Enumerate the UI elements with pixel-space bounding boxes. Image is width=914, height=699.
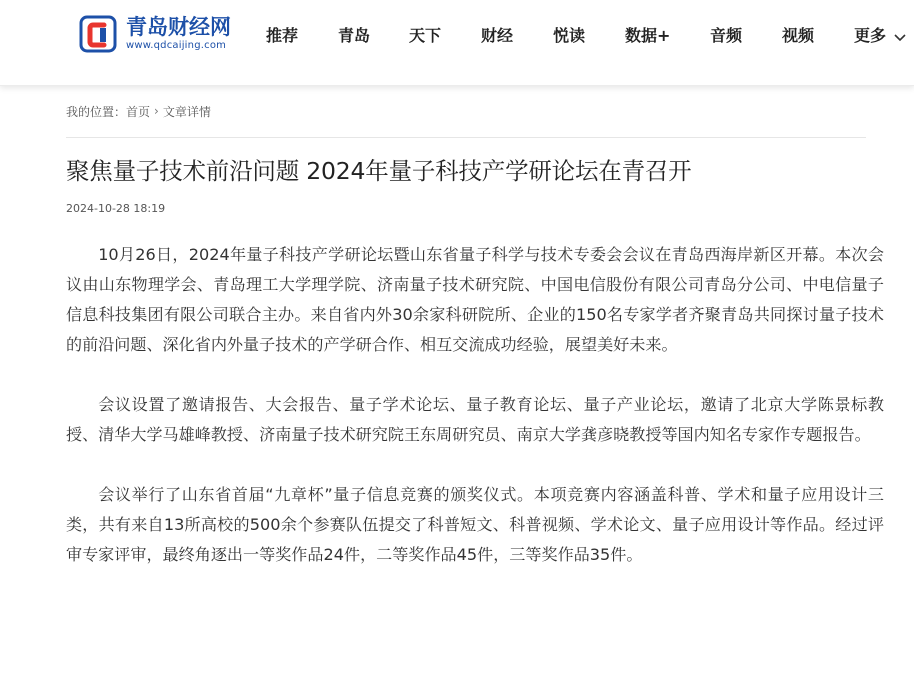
site-logo[interactable] xyxy=(78,14,248,62)
article-body xyxy=(66,240,884,600)
breadcrumb-prefix: 我的位置： xyxy=(66,104,127,119)
nav-item-qingdao[interactable]: 青岛 xyxy=(338,26,371,45)
chevron-down-icon xyxy=(892,28,908,44)
breadcrumb-divider xyxy=(66,137,866,138)
article-paragraph: 10月26日，2024年量子科技产学研论坛暨山东省量子科学与技术专委会会议在青岛西海岸新区开幕。本次会议由山东物理学会、青岛理工大学理学院、济南量子技术研究院、中国电信股份有限公司青岛分公司、中电信量子信息科技集团有限公司联合主办。来自省内外30余家科研院所、企业的150名专家学者齐聚青岛共同探讨量子技术的前沿问题、深化省内外量子技术的产学研合作、相互交流成功经验，展望美好未来。 xyxy=(66,245,884,354)
logo-name: 青岛财经网 xyxy=(126,15,231,39)
nav-item-recommend[interactable]: 推荐 xyxy=(266,26,299,45)
article-paragraph: 会议举行了山东省首届“九章杯”量子信息竞赛的颁奖仪式。本项竞赛内容涵盖科普、学术和量子应用设计三类，共有来自13所高校的500余个参赛队伍提交了科普短文、科普视频、学术论文、量子应用设计等作品。经过评审专家评审，最终角逐出一等奖作品24件，二等奖作品45件，三等奖作品35件。 xyxy=(66,485,884,564)
nav-item-audio[interactable]: 音频 xyxy=(710,26,743,45)
logo-mark-icon xyxy=(78,14,120,56)
nav-item-reading[interactable]: 悦读 xyxy=(553,26,586,45)
nav-item-finance[interactable]: 财经 xyxy=(481,26,514,45)
article-paragraph: 会议设置了邀请报告、大会报告、量子学术论坛、量子教育论坛、量子产业论坛，邀请了北京大学陈景标教授、清华大学马雄峰教授、济南量子技术研究院王东周研究员、南京大学龚彦晓教授等国内知名专家作专题报告。 xyxy=(66,395,884,444)
nav-item-world[interactable]: 天下 xyxy=(409,26,442,45)
breadcrumb-home-link[interactable]: 首页 xyxy=(126,104,151,119)
site-header xyxy=(0,0,914,86)
article-title: 聚焦量子技术前沿问题 2024年量子科技产学研论坛在青召开 xyxy=(66,157,692,185)
nav-item-more[interactable] xyxy=(854,24,908,48)
article-datetime: 2024-10-28 18:19 xyxy=(66,202,166,215)
nav-item-data[interactable]: 数据+ xyxy=(625,26,671,45)
nav-item-video[interactable]: 视频 xyxy=(782,26,815,45)
breadcrumb-separator: › xyxy=(154,104,159,118)
breadcrumb xyxy=(66,102,211,120)
nav-more-label: 更多 xyxy=(854,26,887,45)
breadcrumb-current-link[interactable]: 文章详情 xyxy=(162,104,211,119)
logo-url: www.qdcaijing.com xyxy=(126,40,227,51)
